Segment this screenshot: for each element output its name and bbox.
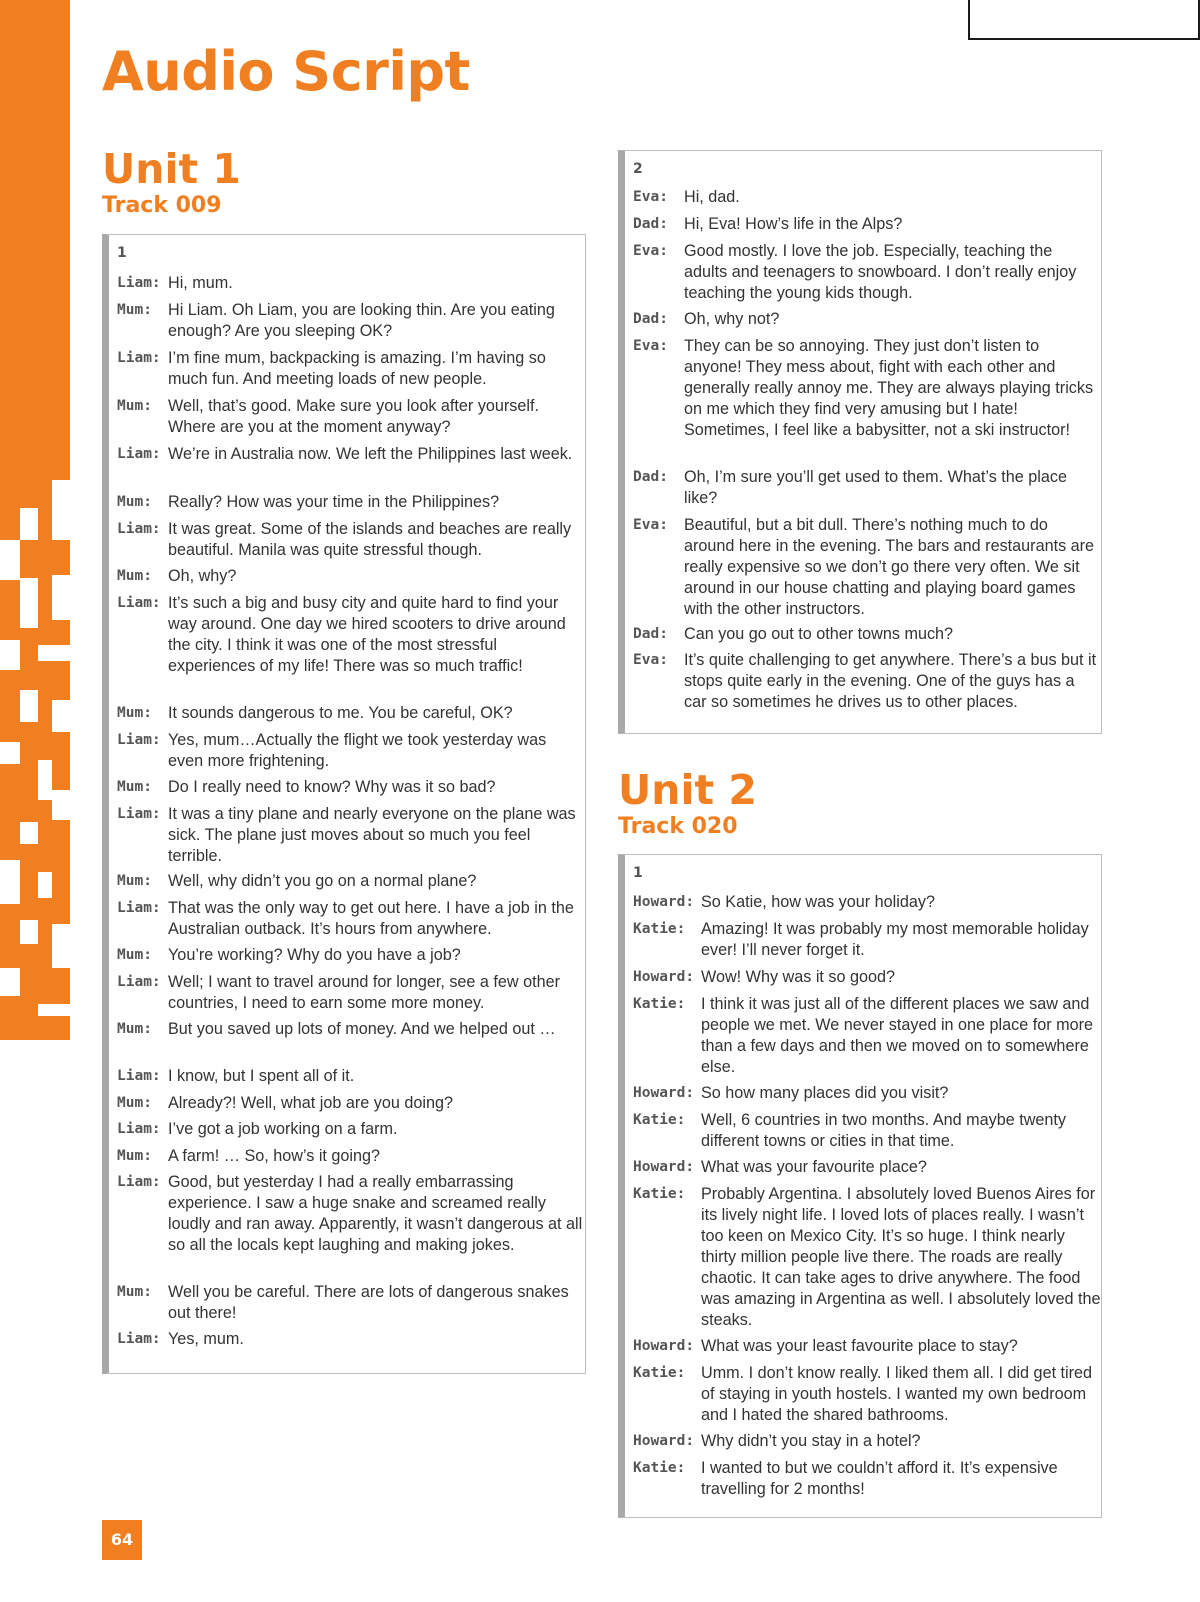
part-number: 1 (633, 865, 643, 881)
unit1-part2-dialogue (618, 150, 1102, 734)
dialogue-text: I’ve got a job working on a farm. (168, 1120, 398, 1138)
dialogue-text: Yes, mum…Actually the flight we took yesterday was even more frightening. (168, 731, 547, 770)
speaker-name: Katie: (633, 921, 686, 937)
speaker-name: Howard: (633, 1159, 695, 1175)
dialogue-text: It’s such a big and busy city and quite hard to find your way around. One day we hired scooters to drive around the city. I think it was one of the most stressful experiences of my life! There was so much traffic! (168, 594, 566, 675)
dialogue-text: Wow! Why was it so good? (701, 968, 896, 986)
unit2-heading (618, 767, 757, 841)
page-number: 64 (102, 1520, 142, 1560)
speaker-name: Liam: (117, 900, 161, 916)
dialogue-line (117, 444, 583, 465)
dialogue-line (117, 945, 583, 966)
dialogue-text: Probably Argentina. I absolutely loved Buenos Aires for its lively night life. I loved lots of places really. I wasn’t too keen on Mexico City. It’s so huge. I think nearly thirty million people live there. The roads are really chaotic. It can take ages to drive anywhere. The food was amazing in Argentina as well. I absolutely loved the steaks. (701, 1185, 1101, 1329)
dialogue-text: Well; I want to travel around for longer, see a few other countries, I need to earn some more money. (168, 973, 561, 1012)
dialogue-line (117, 593, 583, 677)
dialogue-text: You’re working? Why do you have a job? (168, 946, 461, 964)
dialogue-line (633, 1363, 1101, 1426)
dialogue-line (633, 241, 1099, 304)
dialogue-line (117, 273, 583, 294)
speaker-name: Liam: (117, 446, 161, 462)
dialogue-text: A farm! … So, how’s it going? (168, 1147, 381, 1165)
unit1-heading (102, 146, 241, 220)
dialogue-text: Oh, why? (168, 567, 237, 585)
speaker-name: Liam: (117, 350, 161, 366)
dialogue-line (633, 1431, 1101, 1452)
dialogue-line (117, 703, 583, 724)
dialogue-text: I wanted to but we couldn’t afford it. It’s expensive travelling for 2 months! (701, 1459, 1058, 1498)
speaker-name: Howard: (633, 1085, 695, 1101)
speaker-name: Mum: (117, 947, 152, 963)
unit1-label: Unit 1 (102, 145, 241, 193)
dialogue-line (117, 730, 583, 772)
dialogue-line (117, 492, 583, 513)
speaker-name: Eva: (633, 189, 668, 205)
dialogue-line (633, 1157, 1101, 1178)
dialogue-line (633, 336, 1099, 441)
dialogue-text: It’s quite challenging to get anywhere. There’s a bus but it stops quite early in the evening. One of the guys has a car so sometimes he drives us to other places. (684, 651, 1097, 711)
dialogue-line (633, 1458, 1101, 1500)
dialogue-text: Already?! Well, what job are you doing? (168, 1094, 453, 1112)
unit2-part1-dialogue (618, 854, 1102, 1518)
dialogue-text: Why didn’t you stay in a hotel? (701, 1432, 921, 1450)
dialogue-line (633, 994, 1101, 1078)
dialogue-text: Hi, dad. (684, 188, 740, 206)
speaker-name: Mum: (117, 873, 152, 889)
dialogue-text: We’re in Australia now. We left the Philippines last week. (168, 445, 573, 463)
dialogue-line (117, 1282, 583, 1324)
dialogue-line (117, 1019, 583, 1040)
dialogue-line (117, 804, 583, 867)
speaker-name: Mum: (117, 494, 152, 510)
dialogue-text: Umm. I don’t know really. I liked them all. I did get tired of staying in youth hostels. I wanted my own bedroom and I hated the shared bathrooms. (701, 1364, 1093, 1424)
page-title: Audio Script (102, 40, 470, 103)
unit1-part1-dialogue (102, 234, 586, 1374)
speaker-name: Liam: (117, 595, 161, 611)
dialogue-text: Do I really need to know? Why was it so bad? (168, 778, 496, 796)
dialogue-text: I know, but I spent all of it. (168, 1067, 355, 1085)
side-decoration (0, 0, 70, 1602)
speaker-name: Liam: (117, 732, 161, 748)
unit2-track-label: Track 020 (618, 814, 738, 839)
speaker-name: Eva: (633, 517, 668, 533)
speaker-name: Dad: (633, 626, 668, 642)
dialogue-line (117, 777, 583, 798)
dialogue-text: Can you go out to other towns much? (684, 625, 954, 643)
dialogue-text: Beautiful, but a bit dull. There’s nothing much to do around here in the evening. The bars and restaurants are really expensive so we don’t go there very often. We sit around in our house chatting and playing board games with the other instructors. (684, 516, 1095, 618)
unit1-track-label: Track 009 (102, 193, 222, 218)
dialogue-line (633, 892, 1101, 913)
speaker-name: Howard: (633, 894, 695, 910)
dialogue-line (117, 566, 583, 587)
dialogue-text: Well, that’s good. Make sure you look after yourself. Where are you at the moment anyway? (168, 397, 539, 436)
dialogue-text: Good mostly. I love the job. Especially, teaching the adults and teenagers to snowboard. I don’t really enjoy teaching the young kids though. (684, 242, 1077, 302)
dialogue-text: Hi, Eva! How’s life in the Alps? (684, 215, 903, 233)
dialogue-line (117, 1093, 583, 1114)
speaker-name: Eva: (633, 243, 668, 259)
dialogue-text: It sounds dangerous to me. You be careful, OK? (168, 704, 513, 722)
dialogue-text: So how many places did you visit? (701, 1084, 949, 1102)
speaker-name: Eva: (633, 338, 668, 354)
dialogue-line (633, 1336, 1101, 1357)
speaker-name: Mum: (117, 705, 152, 721)
speaker-name: Katie: (633, 996, 686, 1012)
dialogue-line (633, 187, 1099, 208)
dialogue-text: It was great. Some of the islands and beaches are really beautiful. Manila was quite stressful though. (168, 520, 572, 559)
dialogue-text: It was a tiny plane and nearly everyone on the plane was sick. The plane just moves about so much you feel terrible. (168, 805, 576, 865)
dialogue-text: That was the only way to get out here. I have a job in the Australian outback. It’s hours from anywhere. (168, 899, 574, 938)
dialogue-line (117, 396, 583, 438)
speaker-name: Dad: (633, 216, 668, 232)
dialogue-text: Well, 6 countries in two months. And maybe twenty different towns or cities in that time. (701, 1111, 1066, 1150)
speaker-name: Dad: (633, 311, 668, 327)
dialogue-text: Really? How was your time in the Philippines? (168, 493, 500, 511)
dialogue-line (633, 1110, 1101, 1152)
speaker-name: Mum: (117, 1284, 152, 1300)
speaker-name: Mum: (117, 1148, 152, 1164)
corner-label-box (968, 0, 1200, 40)
unit2-label: Unit 2 (618, 766, 757, 814)
dialogue-line (633, 1184, 1101, 1331)
speaker-name: Mum: (117, 1021, 152, 1037)
part-number: 2 (633, 161, 643, 177)
speaker-name: Mum: (117, 398, 152, 414)
dialogue-line (117, 348, 583, 390)
dialogue-line (117, 898, 583, 940)
speaker-name: Liam: (117, 806, 161, 822)
dialogue-text: Well you be careful. There are lots of dangerous snakes out there! (168, 1283, 569, 1322)
dialogue-text: Good, but yesterday I had a really embarrassing experience. I saw a huge snake and screamed really loudly and ran away. Apparently, it wasn’t dangerous at all so all the locals kept laughing and making jokes. (168, 1173, 583, 1254)
dialogue-line (117, 972, 583, 1014)
dialogue-line (117, 300, 583, 342)
dialogue-line (117, 1329, 583, 1350)
speaker-name: Katie: (633, 1365, 686, 1381)
speaker-name: Liam: (117, 1121, 161, 1137)
speaker-name: Liam: (117, 1331, 161, 1347)
speaker-name: Mum: (117, 779, 152, 795)
dialogue-text: But you saved up lots of money. And we helped out … (168, 1020, 556, 1038)
dialogue-line (633, 515, 1099, 620)
dialogue-text: Oh, why not? (684, 310, 780, 328)
dialogue-line (117, 1119, 583, 1140)
speaker-name: Howard: (633, 969, 695, 985)
dialogue-text: What was your favourite place? (701, 1158, 927, 1176)
speaker-name: Howard: (633, 1338, 695, 1354)
part-number: 1 (117, 245, 127, 261)
speaker-name: Liam: (117, 521, 161, 537)
speaker-name: Eva: (633, 652, 668, 668)
speaker-name: Mum: (117, 302, 152, 318)
dialogue-line (633, 1083, 1101, 1104)
speaker-name: Dad: (633, 469, 668, 485)
dialogue-text: Hi, mum. (168, 274, 233, 292)
speaker-name: Mum: (117, 1095, 152, 1111)
dialogue-text: Hi Liam. Oh Liam, you are looking thin. Are you eating enough? Are you sleeping OK? (168, 301, 555, 340)
dialogue-line (633, 309, 1099, 330)
dialogue-text: Yes, mum. (168, 1330, 244, 1348)
dialogue-line (633, 214, 1099, 235)
dialogue-line (633, 650, 1099, 713)
speaker-name: Liam: (117, 974, 161, 990)
dialogue-line (117, 1172, 583, 1256)
speaker-name: Katie: (633, 1460, 686, 1476)
dialogue-line (117, 519, 583, 561)
dialogue-line (633, 624, 1099, 645)
dialogue-line (117, 871, 583, 892)
dialogue-line (117, 1066, 583, 1087)
dialogue-text: Well, why didn’t you go on a normal plane? (168, 872, 477, 890)
dialogue-line (633, 967, 1101, 988)
dialogue-text: What was your least favourite place to stay? (701, 1337, 1018, 1355)
speaker-name: Howard: (633, 1433, 695, 1449)
speaker-name: Katie: (633, 1112, 686, 1128)
speaker-name: Katie: (633, 1186, 686, 1202)
speaker-name: Liam: (117, 1174, 161, 1190)
dialogue-text: I think it was just all of the different places we saw and people we met. We never stayed in one place for more than a few days and then we moved on to somewhere else. (701, 995, 1094, 1076)
dialogue-text: Oh, I’m sure you’ll get used to them. What’s the place like? (684, 468, 1067, 507)
dialogue-text: They can be so annoying. They just don’t listen to anyone! They mess about, fight with each other and generally really annoy me. They are always playing tricks on me which they find very amusing but I hate! Sometimes, I feel like a babysitter, not a ski instructor! (684, 337, 1094, 439)
dialogue-text: So Katie, how was your holiday? (701, 893, 935, 911)
speaker-name: Liam: (117, 275, 161, 291)
dialogue-line (633, 467, 1099, 509)
dialogue-text: Amazing! It was probably my most memorable holiday ever! I’ll never forget it. (701, 920, 1089, 959)
dialogue-line (633, 919, 1101, 961)
speaker-name: Mum: (117, 568, 152, 584)
dialogue-text: I’m fine mum, backpacking is amazing. I’m having so much fun. And meeting loads of new people. (168, 349, 546, 388)
speaker-name: Liam: (117, 1068, 161, 1084)
dialogue-line (117, 1146, 583, 1167)
